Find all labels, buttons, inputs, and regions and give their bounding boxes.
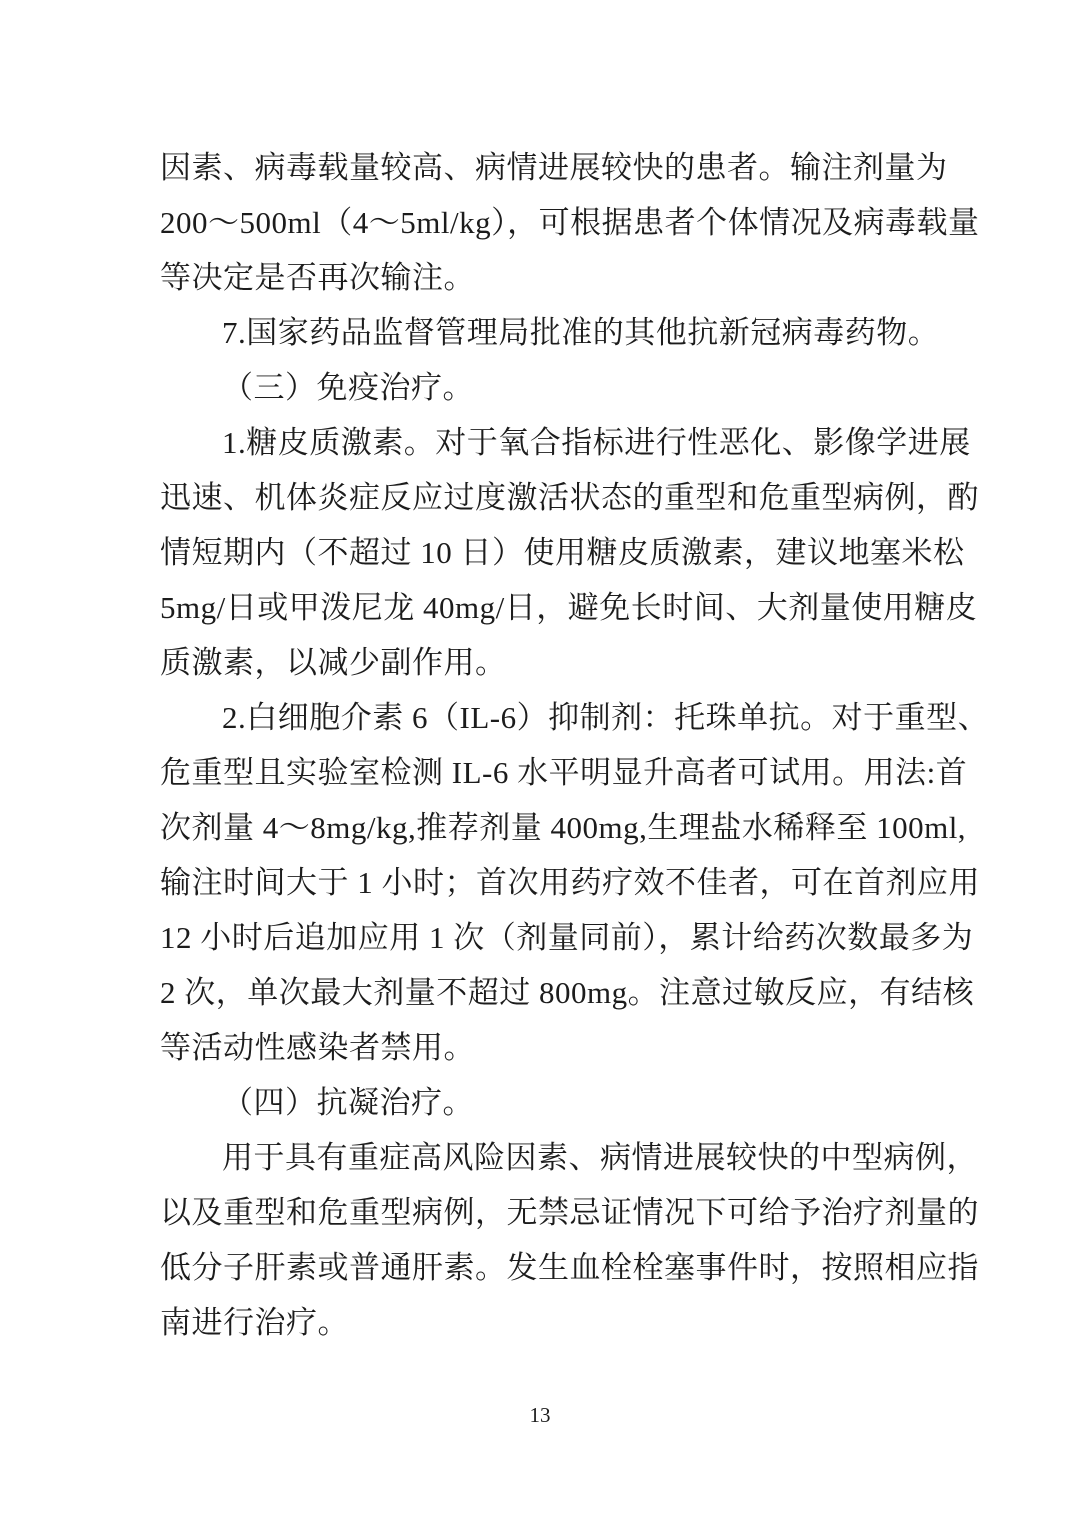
text-line: 7.国家药品监督管理局批准的其他抗新冠病毒药物。 [222, 315, 940, 350]
text-line: 5mg/日或甲泼尼龙 40mg/日，避免长时间、大剂量使用糖皮 [160, 590, 978, 625]
text-line: 2.白细胞介素 6（IL-6）抑制剂：托珠单抗。对于重型、 [222, 700, 990, 735]
text-line: 12 小时后追加应用 1 次（剂量同前），累计给药次数最多为 [160, 920, 974, 955]
text-line: 质激素，以减少副作用。 [160, 645, 507, 680]
text-line: 2 次，单次最大剂量不超过 800mg。注意过敏反应，有结核 [160, 975, 975, 1010]
text-line: 1.糖皮质激素。对于氧合指标进行性恶化、影像学进展 [222, 425, 971, 460]
text-line: 输注时间大于 1 小时；首次用药疗效不佳者，可在首剂应用 [160, 865, 980, 900]
document-body [160, 140, 990, 1350]
text-line: （四）抗凝治疗。 [222, 1085, 474, 1120]
text-line: 南进行治疗。 [160, 1305, 349, 1340]
text-line: 用于具有重症高风险因素、病情进展较快的中型病例， [222, 1140, 978, 1175]
text-line: 危重型且实验室检测 IL-6 水平明显升高者可试用。用法:首 [160, 755, 968, 790]
page-number: 13 [529, 1403, 551, 1427]
text-line: 次剂量 4～8mg/kg,推荐剂量 400mg,生理盐水稀释至 100ml, [160, 810, 967, 845]
text-line: 等活动性感染者禁用。 [160, 1030, 475, 1065]
text-line: 因素、病毒载量较高、病情进展较快的患者。输注剂量为 [160, 150, 948, 185]
text-line: 迅速、机体炎症反应过度激活状态的重型和危重型病例，酌 [160, 480, 979, 515]
text-line: 以及重型和危重型病例，无禁忌证情况下可给予治疗剂量的 [160, 1195, 979, 1230]
text-line: （三）免疫治疗。 [222, 370, 474, 405]
text-line: 情短期内（不超过 10 日）使用糖皮质激素，建议地塞米松 [160, 535, 965, 570]
text-line: 等决定是否再次输注。 [160, 260, 475, 295]
text-line: 200～500ml（4～5ml/kg），可根据患者个体情况及病毒载量 [160, 205, 980, 240]
text-line: 低分子肝素或普通肝素。发生血栓栓塞事件时，按照相应指 [160, 1250, 979, 1285]
